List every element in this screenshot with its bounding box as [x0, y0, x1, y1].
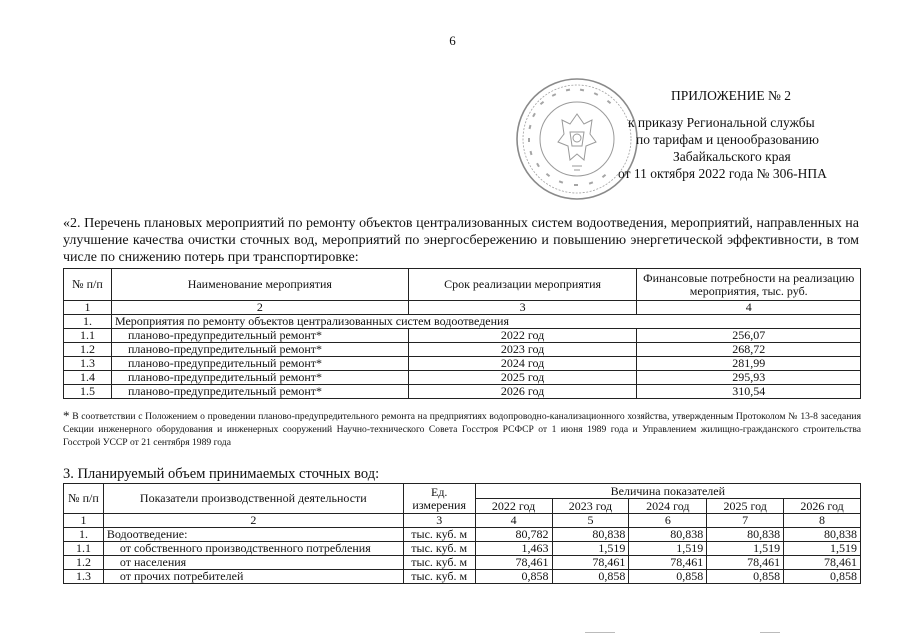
column-number: 5 — [552, 514, 629, 528]
wastewater-volume-table — [63, 483, 861, 584]
row-unit: тыс. куб. м — [403, 528, 475, 542]
table-row — [64, 357, 861, 371]
row-value: 80,838 — [629, 528, 707, 542]
row-value: 78,461 — [552, 556, 629, 570]
row-value: 80,838 — [552, 528, 629, 542]
group-num: 1. — [64, 315, 112, 329]
row-value: 78,461 — [707, 556, 784, 570]
column-number: 2 — [103, 514, 403, 528]
row-name: от населения — [103, 556, 403, 570]
row-num: 1.5 — [64, 385, 112, 399]
row-term: 2024 год — [408, 357, 637, 371]
row-value: 1,519 — [784, 542, 861, 556]
header-values-group: Величина показателей — [475, 484, 860, 499]
column-number-row — [64, 301, 861, 315]
row-num: 1.3 — [64, 357, 112, 371]
row-name: планово-предупредительный ремонт* — [111, 343, 408, 357]
table-row — [64, 556, 861, 570]
table-row — [64, 542, 861, 556]
scan-mark — [760, 632, 780, 633]
header-num: № п/п — [64, 269, 112, 301]
row-value: 80,838 — [707, 528, 784, 542]
column-number: 1 — [64, 301, 112, 315]
row-value: 0,858 — [629, 570, 707, 584]
row-name: планово-предупредительный ремонт* — [111, 357, 408, 371]
group-row — [64, 315, 861, 329]
row-amount: 268,72 — [637, 343, 861, 357]
row-value: 1,519 — [552, 542, 629, 556]
group-name: Мероприятия по ремонту объектов централизованных систем водоотведения — [111, 315, 860, 329]
row-name: от прочих потребителей — [103, 570, 403, 584]
table-row — [64, 329, 861, 343]
row-name: планово-предупредительный ремонт* — [111, 371, 408, 385]
header-year: 2022 год — [475, 499, 552, 514]
header-year: 2024 год — [629, 499, 707, 514]
page-number: 6 — [449, 33, 456, 48]
appendix-line-2: по тарифам и ценообразованию — [636, 132, 819, 147]
row-value: 0,858 — [784, 570, 861, 584]
appendix-line-1: к приказу Региональной службы — [628, 115, 815, 130]
row-name: планово-предупредительный ремонт* — [111, 385, 408, 399]
row-value: 1,519 — [629, 542, 707, 556]
row-unit: тыс. куб. м — [403, 570, 475, 584]
header-year: 2025 год — [707, 499, 784, 514]
row-term: 2022 год — [408, 329, 637, 343]
official-seal-stamp — [512, 74, 642, 204]
row-name: Водоотведение: — [103, 528, 403, 542]
header-year: 2026 год — [784, 499, 861, 514]
table-row — [64, 570, 861, 584]
footnote — [63, 409, 861, 449]
row-value: 0,858 — [552, 570, 629, 584]
column-number: 4 — [637, 301, 861, 315]
table-header-row — [64, 269, 861, 301]
column-number: 7 — [707, 514, 784, 528]
row-term: 2023 год — [408, 343, 637, 357]
row-name: планово-предупредительный ремонт* — [111, 329, 408, 343]
repair-measures-table — [63, 268, 861, 399]
row-value: 0,858 — [707, 570, 784, 584]
footnote-star: * — [63, 408, 70, 423]
column-number: 6 — [629, 514, 707, 528]
row-value: 78,461 — [784, 556, 861, 570]
row-amount: 256,07 — [637, 329, 861, 343]
row-value: 1,519 — [707, 542, 784, 556]
row-amount: 310,54 — [637, 385, 861, 399]
table-row — [64, 528, 861, 542]
row-num: 1.3 — [64, 570, 104, 584]
header-unit: Ед. измерения — [403, 484, 475, 514]
column-number: 3 — [403, 514, 475, 528]
table-row — [64, 385, 861, 399]
footnote-text: В соответствии с Положением о проведении планово-предупредительного ремонта на предприятиях водопроводно-канализационного хозяйства, утвержденным Протоколом № 13-8 заседания Секции инженерного оборудования и инженерных сооружений Научно-технического Совета Госстроя РСФСР от 1 июня 1989 года и Управлением жилищно-гражданского строительства Госстрой УССР от 21 сентября 1989 года — [63, 411, 861, 448]
row-num: 1.4 — [64, 371, 112, 385]
section-3-heading: 3. Планируемый объем принимаемых сточных вод: — [63, 466, 380, 482]
scan-mark — [585, 632, 615, 633]
header-num: № п/п — [64, 484, 104, 514]
row-value: 80,838 — [784, 528, 861, 542]
row-term: 2025 год — [408, 371, 637, 385]
column-number-row — [64, 514, 861, 528]
table-row — [64, 343, 861, 357]
row-term: 2026 год — [408, 385, 637, 399]
row-unit: тыс. куб. м — [403, 556, 475, 570]
row-value: 78,461 — [475, 556, 552, 570]
row-num: 1.1 — [64, 329, 112, 343]
row-amount: 295,93 — [637, 371, 861, 385]
row-num: 1.2 — [64, 343, 112, 357]
row-value: 80,782 — [475, 528, 552, 542]
row-value: 1,463 — [475, 542, 552, 556]
column-number: 2 — [111, 301, 408, 315]
row-amount: 281,99 — [637, 357, 861, 371]
column-number: 3 — [408, 301, 637, 315]
appendix-title: ПРИЛОЖЕНИЕ № 2 — [671, 88, 792, 103]
row-num: 1.2 — [64, 556, 104, 570]
row-num: 1.1 — [64, 542, 104, 556]
appendix-line-4: от 11 октября 2022 года № 306-НПА — [618, 166, 827, 181]
header-indicator: Показатели производственной деятельности — [103, 484, 403, 514]
header-amount: Финансовые потребности на реализацию мероприятия, тыс. руб. — [637, 269, 861, 301]
table-row — [64, 371, 861, 385]
row-num: 1. — [64, 528, 104, 542]
appendix-line-3: Забайкальского края — [673, 149, 791, 164]
table-header-row — [64, 484, 861, 499]
column-number: 1 — [64, 514, 104, 528]
section-2-heading: «2. Перечень плановых мероприятий по ремонту объектов централизованных систем водоотведения, мероприятий, направленных на улучшение качества очистки сточных вод, мероприятий по энергосбережению и повышению энергетической эффективности, в том числе по снижению потерь при транспортировке: — [63, 216, 859, 265]
column-number: 8 — [784, 514, 861, 528]
header-name: Наименование мероприятия — [111, 269, 408, 301]
row-value: 78,461 — [629, 556, 707, 570]
row-name: от собственного производственного потребления — [103, 542, 403, 556]
header-term: Срок реализации мероприятия — [408, 269, 637, 301]
header-year: 2023 год — [552, 499, 629, 514]
row-unit: тыс. куб. м — [403, 542, 475, 556]
column-number: 4 — [475, 514, 552, 528]
row-value: 0,858 — [475, 570, 552, 584]
